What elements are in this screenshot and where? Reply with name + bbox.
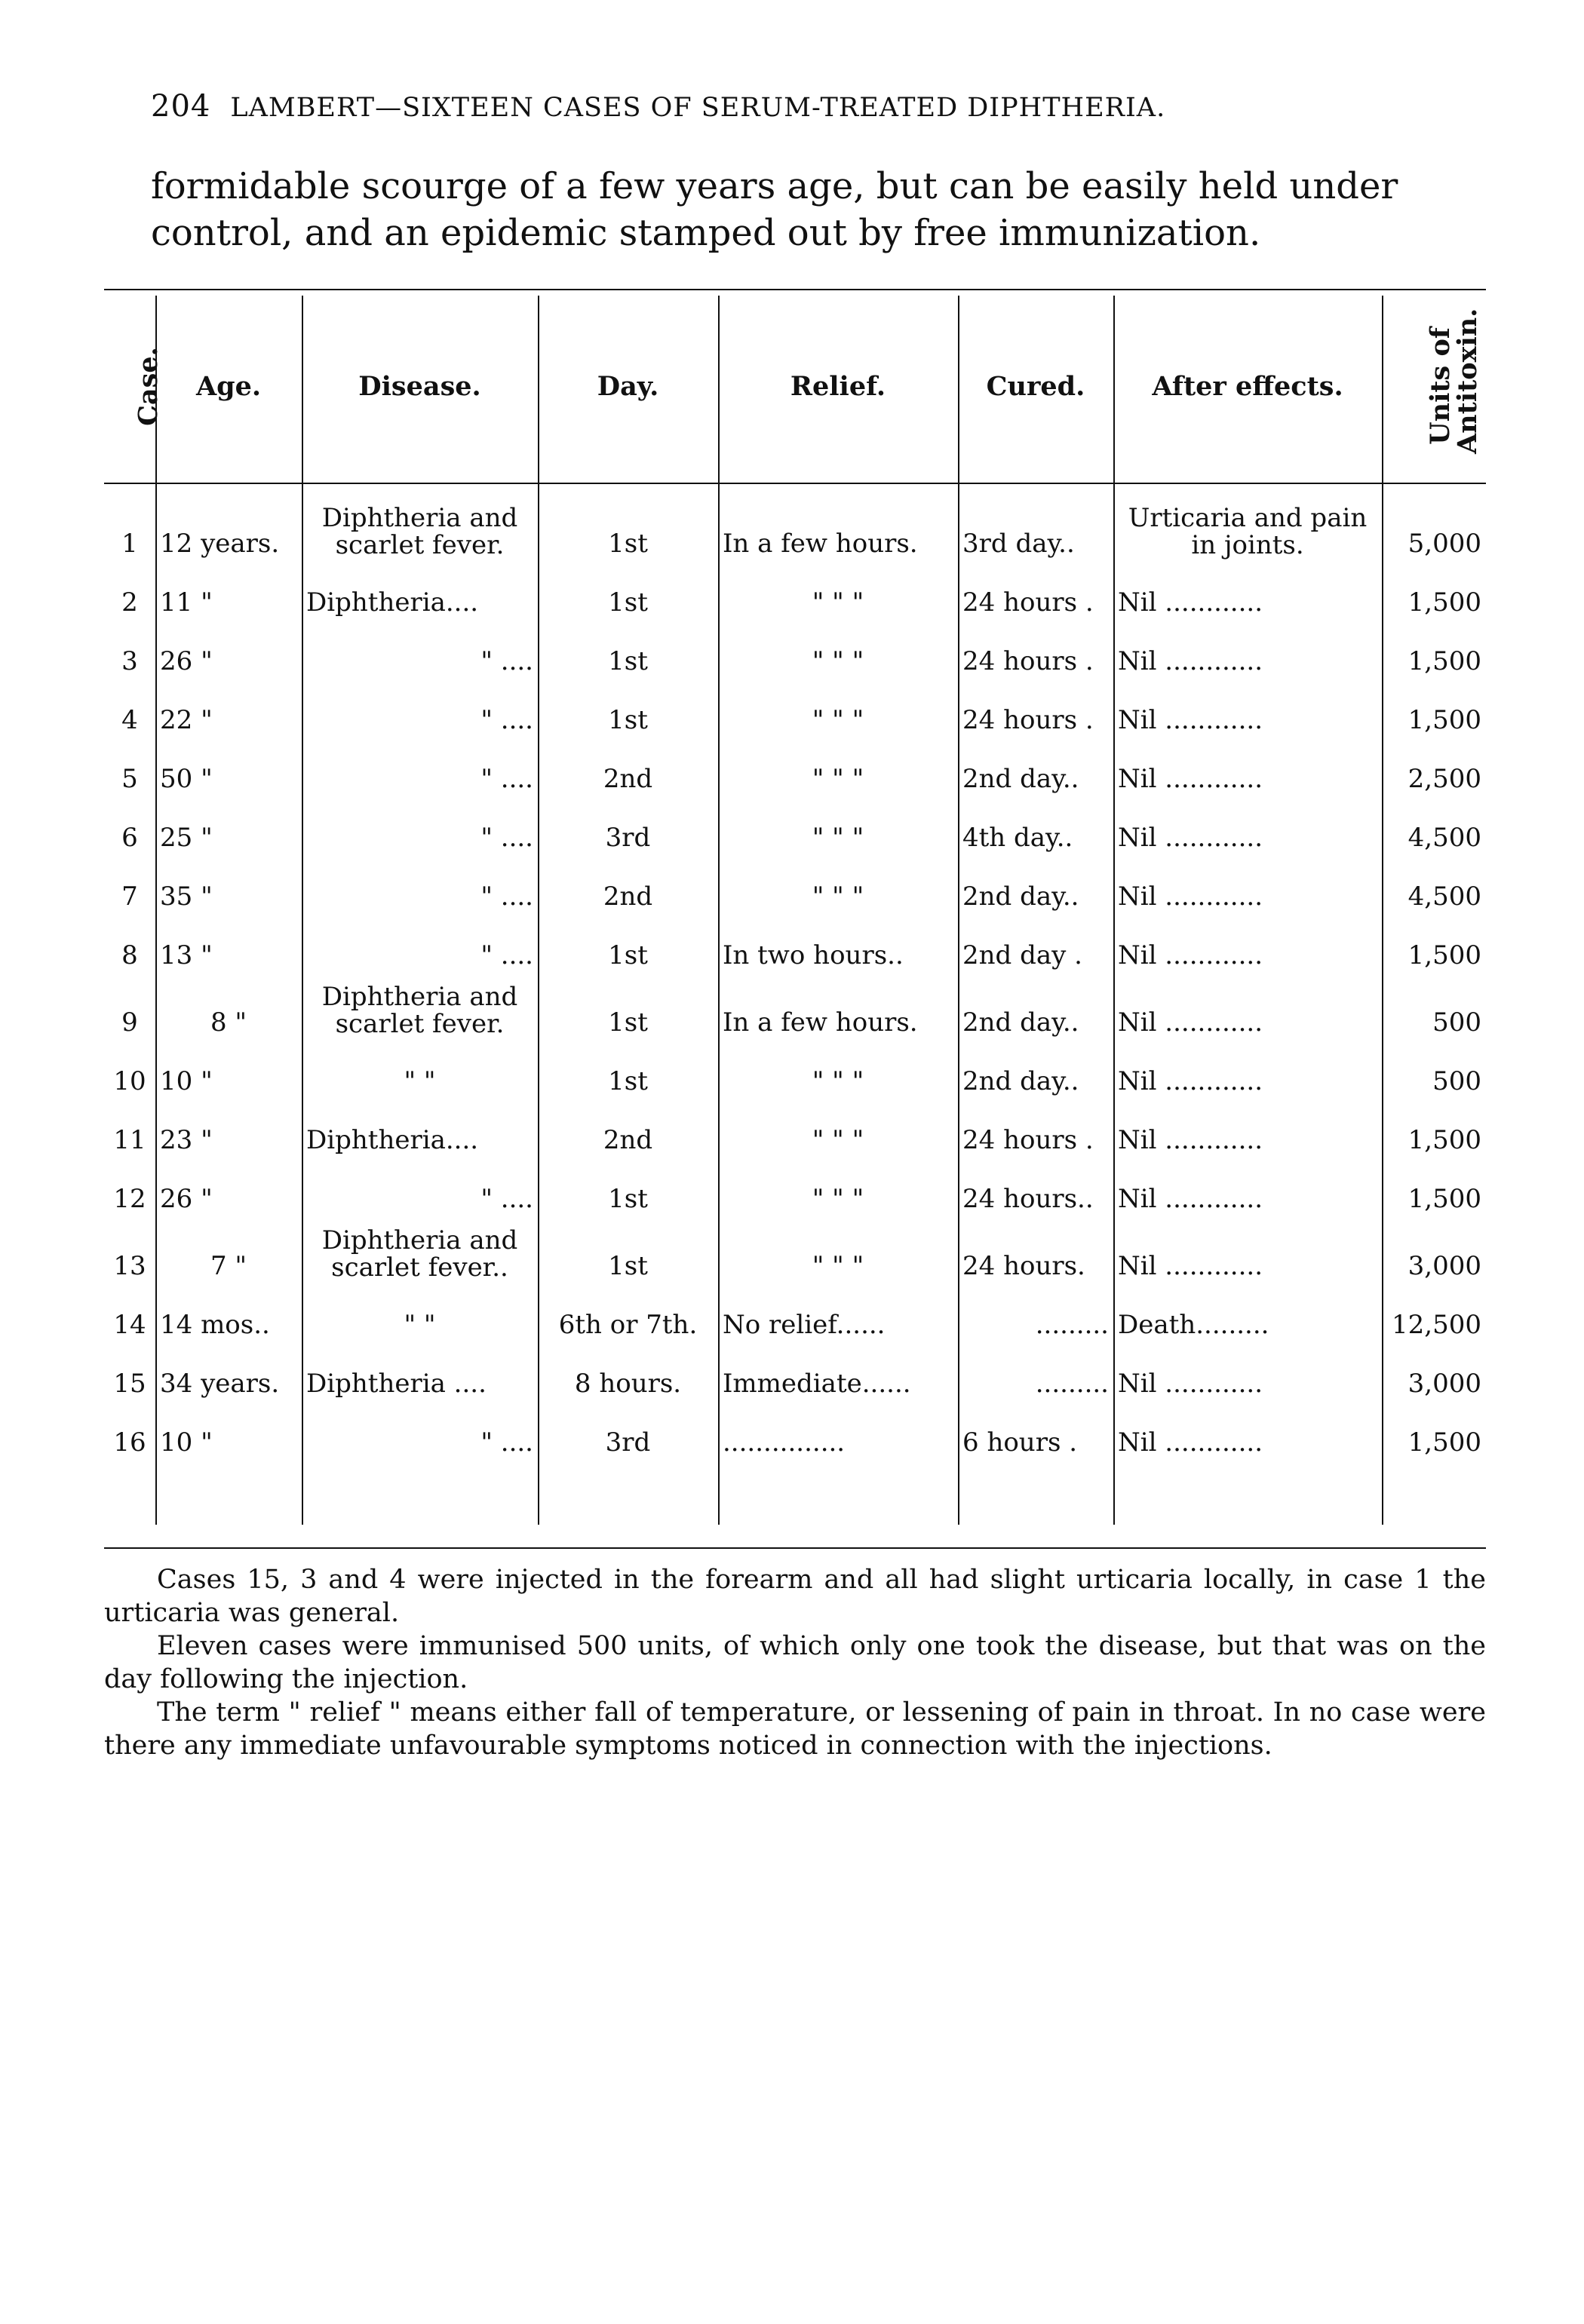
cell-relief: No relief...... (723, 1310, 886, 1340)
table-row (104, 735, 1486, 794)
header-after-effects: After effects. (1152, 371, 1343, 402)
cell-units: 5,000 (1407, 529, 1481, 559)
table-notes (104, 1563, 1486, 1762)
cell-disease: Diphtheria and scarlet fever. (321, 982, 518, 1039)
cell-cured: 24 hours . (962, 646, 1094, 676)
cell-case: 14 (113, 1310, 146, 1340)
cell-day: 1st (608, 1184, 648, 1214)
cell-units: 1,500 (1407, 646, 1481, 676)
cell-cured: 24 hours. (962, 1251, 1085, 1281)
cell-disease: " " (404, 1066, 436, 1096)
cell-age: 22 " (160, 705, 213, 735)
cell-disease: " .... (480, 1184, 533, 1214)
cell-units: 1,500 (1407, 1184, 1481, 1214)
cell-cured: 24 hours.. (962, 1184, 1094, 1214)
table-row (104, 559, 1486, 618)
cell-units: 3,000 (1407, 1369, 1481, 1399)
cell-case: 10 (113, 1066, 146, 1096)
cell-after-effects: Nil ............ (1118, 881, 1263, 912)
table-bottom-rule (104, 1547, 1486, 1549)
cell-after-effects: Urticaria and pain in joints. (1128, 503, 1368, 560)
cell-day: 8 hours. (574, 1369, 682, 1399)
table-row (104, 1281, 1486, 1340)
header-relief: Relief. (790, 371, 886, 402)
cell-age: 14 mos.. (160, 1310, 270, 1340)
cell-day: 2nd (603, 764, 653, 794)
cell-case: 5 (121, 764, 138, 794)
cell-case: 9 (121, 1007, 138, 1038)
table-row (104, 1038, 1486, 1096)
cell-relief: " " " (812, 1066, 864, 1096)
cell-age: 34 years. (160, 1369, 280, 1399)
cell-case: 12 (113, 1184, 146, 1214)
cell-after-effects: Nil ............ (1118, 1007, 1263, 1038)
cell-relief: " " " (812, 823, 864, 853)
header-case: Case. (132, 347, 164, 426)
cell-disease: " " (404, 1310, 436, 1340)
cell-age: 8 " (210, 1007, 247, 1038)
cell-relief: " " " (812, 881, 864, 912)
cell-relief: " " " (812, 1125, 864, 1155)
cell-relief: " " " (812, 646, 864, 676)
cell-day: 3rd (605, 1427, 651, 1458)
cell-day: 1st (608, 705, 648, 735)
cell-relief: In a few hours. (723, 529, 918, 559)
cell-relief: " " " (812, 1184, 864, 1214)
cell-relief: ............... (723, 1427, 846, 1458)
cell-age: 10 " (160, 1066, 213, 1096)
cell-after-effects: Nil ............ (1118, 1427, 1263, 1458)
cell-cured: ......... (1035, 1310, 1109, 1340)
cell-after-effects: Nil ............ (1118, 1251, 1263, 1281)
header-units: Units of Antitoxin. (1425, 308, 1483, 454)
cell-disease: Diphtheria and scarlet fever.. (321, 1225, 518, 1283)
cell-case: 6 (121, 823, 138, 853)
note-paragraph: The term " relief " means either fall of temperature, or lessening of pain in throat. In no case were there any immediate unfavourable symptoms noticed in connection with the injections. (104, 1697, 1486, 1761)
cell-units: 1,500 (1407, 705, 1481, 735)
cell-case: 4 (121, 705, 138, 735)
cell-age: 10 " (160, 1427, 213, 1458)
cell-cured: 2nd day.. (962, 881, 1079, 912)
table-header-row (104, 290, 1486, 483)
cell-cured: 24 hours . (962, 587, 1094, 618)
cell-disease: " .... (480, 705, 533, 735)
cell-cured: 2nd day.. (962, 1007, 1079, 1038)
cell-cured: 2nd day.. (962, 764, 1079, 794)
table-row (104, 676, 1486, 735)
cell-day: 1st (608, 1066, 648, 1096)
cell-case: 3 (121, 646, 138, 676)
table-row (104, 853, 1486, 912)
table-row (104, 1340, 1486, 1399)
cell-day: 1st (608, 1251, 648, 1281)
cell-day: 1st (608, 1007, 648, 1038)
running-title: LAMBERT—SIXTEEN CASES OF SERUM-TREATED DIPHTHERIA. (230, 93, 1166, 123)
cell-disease: " .... (480, 1427, 533, 1458)
cell-after-effects: Nil ............ (1118, 823, 1263, 853)
note-paragraph: Eleven cases were immunised 500 units, of which only one took the disease, but that was on the day following the injection. (104, 1631, 1486, 1694)
cell-age: 26 " (160, 646, 213, 676)
cell-relief: " " " (812, 705, 864, 735)
cell-disease: " .... (480, 646, 533, 676)
cell-day: 1st (608, 529, 648, 559)
cell-disease: " .... (480, 823, 533, 853)
cell-disease: Diphtheria.... (306, 1125, 479, 1155)
cell-cured: 24 hours . (962, 1125, 1094, 1155)
cell-relief: In a few hours. (723, 1007, 918, 1038)
page-number: 204 (151, 89, 211, 124)
cell-units: 1,500 (1407, 940, 1481, 970)
table-row (104, 970, 1486, 1038)
cell-cured: 4th day.. (962, 823, 1073, 853)
cell-after-effects: Death......... (1118, 1310, 1269, 1340)
cell-relief: " " " (812, 587, 864, 618)
cell-age: 50 " (160, 764, 213, 794)
cell-case: 16 (113, 1427, 146, 1458)
cell-after-effects: Nil ............ (1118, 587, 1263, 618)
cell-age: 35 " (160, 881, 213, 912)
header-disease: Disease. (358, 371, 481, 402)
cell-disease: Diphtheria.... (306, 587, 479, 618)
cell-units: 500 (1432, 1007, 1481, 1038)
header-age: Age. (195, 371, 262, 402)
cell-age: 11 " (160, 587, 213, 618)
cell-age: 26 " (160, 1184, 213, 1214)
cell-after-effects: Nil ............ (1118, 1369, 1263, 1399)
cell-day: 2nd (603, 1125, 653, 1155)
cell-cured: 3rd day.. (962, 529, 1075, 559)
cell-day: 1st (608, 646, 648, 676)
table-row (104, 1096, 1486, 1155)
cell-cured: 2nd day . (962, 940, 1082, 970)
cell-units: 1,500 (1407, 1125, 1481, 1155)
cell-after-effects: Nil ............ (1118, 1066, 1263, 1096)
cell-after-effects: Nil ............ (1118, 764, 1263, 794)
table-row (104, 794, 1486, 853)
cell-units: 4,500 (1407, 881, 1481, 912)
cell-age: 12 years. (160, 529, 280, 559)
cell-units: 500 (1432, 1066, 1481, 1096)
cell-day: 1st (608, 940, 648, 970)
cell-units: 4,500 (1407, 823, 1481, 853)
cell-relief: " " " (812, 764, 864, 794)
table-row (104, 1155, 1486, 1214)
cell-cured: 2nd day.. (962, 1066, 1079, 1096)
cell-case: 2 (121, 587, 138, 618)
cases-table (104, 290, 1486, 1458)
header-day: Day. (597, 371, 659, 402)
cell-cured: 6 hours . (962, 1427, 1078, 1458)
cell-units: 3,000 (1407, 1251, 1481, 1281)
cell-units: 1,500 (1407, 1427, 1481, 1458)
cell-disease: Diphtheria and scarlet fever. (321, 503, 518, 560)
cell-after-effects: Nil ............ (1118, 940, 1263, 970)
cell-age: 23 " (160, 1125, 213, 1155)
table-row (104, 618, 1486, 676)
cell-after-effects: Nil ............ (1118, 1125, 1263, 1155)
cell-day: 1st (608, 587, 648, 618)
cell-disease: " .... (480, 940, 533, 970)
cell-case: 15 (113, 1369, 146, 1399)
cell-cured: 24 hours . (962, 705, 1094, 735)
cell-case: 13 (113, 1251, 146, 1281)
cell-age: 7 " (210, 1251, 247, 1281)
header-cured: Cured. (986, 371, 1085, 402)
cell-relief: Immediate...... (723, 1369, 911, 1399)
intro-paragraph: formidable scourge of a few years age, but can be easily held under control, and an epidemic stamped out by free immunization. (151, 165, 1398, 254)
cell-day: 6th or 7th. (558, 1310, 698, 1340)
running-header (151, 89, 1165, 124)
table-row (104, 1214, 1486, 1281)
cell-case: 11 (113, 1125, 146, 1155)
cell-disease: " .... (480, 881, 533, 912)
cell-after-effects: Nil ............ (1118, 646, 1263, 676)
cell-case: 1 (121, 529, 138, 559)
cell-units: 2,500 (1407, 764, 1481, 794)
cell-relief: " " " (812, 1251, 864, 1281)
table-row (104, 912, 1486, 970)
cell-case: 7 (121, 881, 138, 912)
cell-units: 12,500 (1392, 1310, 1481, 1340)
cell-cured: ......... (1035, 1369, 1109, 1399)
cell-age: 13 " (160, 940, 213, 970)
note-paragraph: Cases 15, 3 and 4 were injected in the forearm and all had slight urticaria locally, in case 1 the urticaria was general. (104, 1565, 1486, 1628)
cell-disease: " .... (480, 764, 533, 794)
cell-day: 2nd (603, 881, 653, 912)
cell-relief: In two hours.. (723, 940, 904, 970)
cell-after-effects: Nil ............ (1118, 1184, 1263, 1214)
cell-after-effects: Nil ............ (1118, 705, 1263, 735)
table-row (104, 492, 1486, 559)
table-row (104, 1399, 1486, 1458)
cell-units: 1,500 (1407, 587, 1481, 618)
cell-case: 8 (121, 940, 138, 970)
cell-disease: Diphtheria .... (306, 1369, 487, 1399)
cell-day: 3rd (605, 823, 651, 853)
cell-age: 25 " (160, 823, 213, 853)
